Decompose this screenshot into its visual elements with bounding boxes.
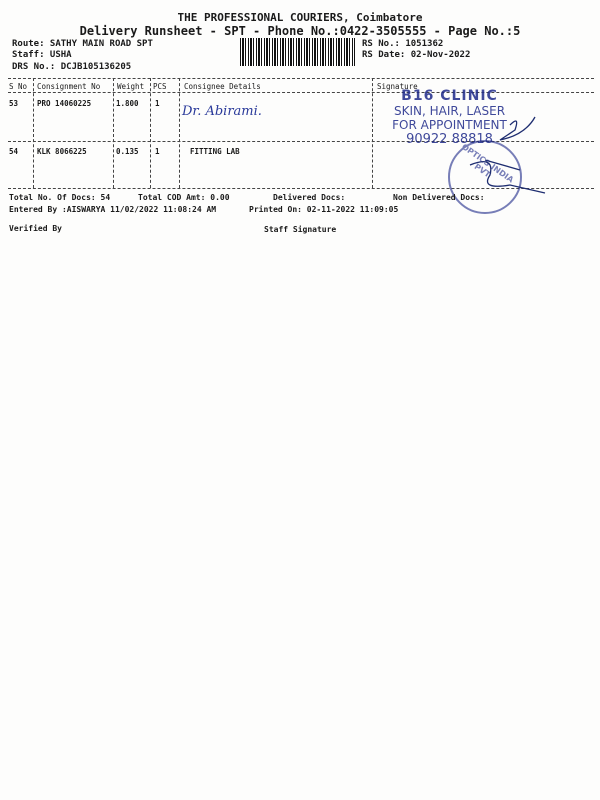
row-pcs: 1 <box>155 147 160 156</box>
stamp-line: SKIN, HAIR, LASER <box>393 104 506 118</box>
staff-signature: Staff Signature <box>264 225 337 234</box>
rs-date: RS Date: 02-Nov-2022 <box>362 50 471 60</box>
barcode <box>240 38 355 66</box>
stamp-line: B16 CLINIC <box>401 88 498 104</box>
col-divider <box>113 78 114 188</box>
runsheet-subtitle: Delivery Runsheet - SPT - Phone No.:0422-3505555 - Page No.:5 <box>79 24 521 38</box>
row-consignment: PRO 14060225 <box>37 99 92 108</box>
col-header-weight: Weight <box>117 82 145 91</box>
stamp-line: 90922 88818 <box>406 132 493 147</box>
signature-scribble <box>440 105 550 200</box>
col-header-pcs: PCS <box>153 82 167 91</box>
row-weight: 1.800 <box>116 99 139 108</box>
table-top-rule <box>8 78 594 79</box>
row-consignee: FITTING LAB <box>190 147 240 156</box>
col-header-consignment: Consignment No <box>37 82 101 91</box>
printed-on: Printed On: 02-11-2022 11:09:05 <box>249 205 399 214</box>
col-header-signature: Signature <box>377 82 418 91</box>
non-delivered-docs: Non Delivered Docs: <box>393 193 485 202</box>
total-cod: Total COD Amt: 0.00 <box>138 193 230 202</box>
rs-number: RS No.: 1051362 <box>362 39 444 49</box>
col-divider <box>33 78 34 188</box>
col-header-consignee: Consignee Details <box>184 82 261 91</box>
staff-label: Staff: USHA <box>12 50 72 60</box>
handwritten-name: Dr. Abirami. <box>182 104 262 119</box>
row-consignment: KLK 8066225 <box>37 147 87 156</box>
drs-number: DRS No.: DCJB105136205 <box>12 62 132 72</box>
verified-by: Verified By <box>9 224 62 233</box>
col-divider <box>179 78 180 188</box>
route-label: Route: SATHY MAIN ROAD SPT <box>12 39 153 49</box>
col-header-sno: S No <box>9 82 28 91</box>
stamp-line: FOR APPOINTMENT <box>392 118 507 132</box>
row-sno: 53 <box>9 99 19 108</box>
row-weight: 0.135 <box>116 147 139 156</box>
entered-by: Entered By :AISWARYA 11/02/2022 11:08:24 AM <box>9 205 217 214</box>
seal-text: OPTICS INDIA PVT <box>459 142 516 185</box>
delivered-docs: Delivered Docs: <box>273 193 346 202</box>
row-pcs: 1 <box>155 99 160 108</box>
col-divider <box>150 78 151 188</box>
row-sno: 54 <box>9 147 19 156</box>
total-docs: Total No. Of Docs: 54 <box>9 193 111 202</box>
company-title: THE PROFESSIONAL COURIERS, Coimbatore <box>177 11 423 24</box>
